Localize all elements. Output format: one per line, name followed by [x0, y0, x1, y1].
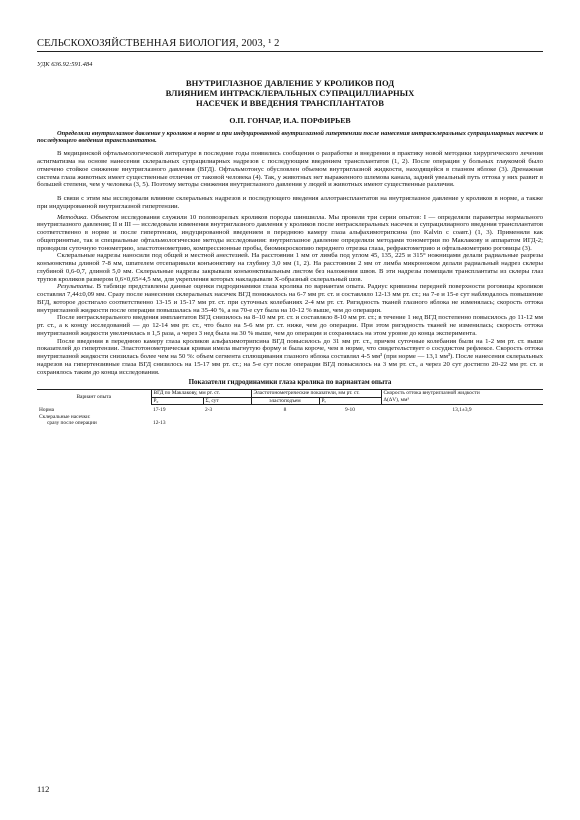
paragraph-implants: После интрасклерального введения имплантатов ВГД снизилось на 8–10 мм рт. ст. и составляло 8-10 мм рт. ст.; в течение 1 нед ВГД постепенно повысилось до 11-12 мм рт. ст., а к концу исследований — до 12-14 мм рт. ст., что было на 5-6 мм рт. ст. ниже, чем до операции. При этом ригидность тканей не изменилась; скорость оттока внутриглазной жидкости увеличилась в 1,5 раза, а через 3 нед была на 30 % выше, чем до операции и сохранялась на этом уровне до конца эксперимента. — [37, 314, 543, 337]
paragraph-methods — [37, 214, 543, 253]
row-pc: 9-10 — [345, 407, 355, 414]
header-pc: Pₒ — [319, 397, 381, 404]
title-line-2: ВЛИЯНИЕМ ИНТРАСКЛЕРАЛЬНЫХ СУПРАЦИЛЛИАРНЫХ — [165, 88, 415, 98]
paragraph-results — [37, 283, 543, 314]
title-line-1: ВНУТРИГЛАЗНОЕ ДАВЛЕНИЕ У КРОЛИКОВ ПОД — [185, 78, 395, 88]
row-flow — [381, 420, 543, 426]
paragraph-hypertension: После введения в переднюю камеру глаза кроликов альфахимотрипсина ВГД повысилось до 31 мм рт. ст., причем суточные колебания были на 1-2 мм рт. ст. выше показателей до гипертензии. Эластотонометрическая кривая имела выгнутую форму и была короче, чем в норме, что свидетельствует о сосудистом рефлексе. Скорость оттока внутриглазной жидкости снизилась более чем на 50 %: объем сегмента сплющивания глазного яблока составлял 4-5 мм³ (при норме — 13,1 мм³). После нанесения склеральных надрезов на гипертензивные глаза ВГД снизилось на 15-17 мм рт. ст.; на 5-е сут после операции ВГД повысилось на 3 мм рт. ст., а через 20 сут достигло 20-22 мм рт. ст. и сохранялось таким до конца исследования. — [37, 337, 543, 376]
header-elastopodem: эластоподъем — [251, 397, 319, 404]
paragraph-intro: В медицинской офтальмологической литературе в последние годы появились сообщения о разработке и внедрении в практику новой методики хирургического лечения астигматизма на основе нанесения склеральных супрацилиарных надрезов с последующим введением трансплантатов (1, 2). После операции у больных глаукомой было отмечено стойкое снижение внутриглазного давления (ВГД). Офтальмотонус обусловлен объемом внутриглазной жидкости, находящейся в глазном яблоке (3). Дренажная система глаза животных имеет существенные отличия от таковой человека (4). Так, у животных нет выраженного шлемова канала, задний увеальный путь оттока у них развит в большей степени, чем у человека (3, 5). Поэтому методы снижения внутриглазного давления у людей и животных имеют существенные различия. — [37, 150, 543, 189]
header-sut: Σ, сут — [203, 397, 251, 404]
header-vgd-group: ВГД по Маклакову, мм рт. ст. — [151, 390, 251, 397]
paragraph-procedure: Склеральные надрезы наносили под общей и местной анестезией. На расстоянии 1 мм от лимба под углом 45, 135, 225 и 315° ножницами делали радиальные разрезы конъюнктивы длиной 7-8 мм, шпателем отсепаривали конъюнктиву на глубину 3,0 мм (1, 2). На расстоянии 2 мм от лимба микроножом делали радиальный надрез склеры глубиной 0,6-0,7, длиной 5,0 мм. Склеральные надрезы закрывали конъюнктивальным листом без наложения швов. В эти надрезы помещали трансплантаты из склеры глаз трупов кроликов размером 0,6×0,65×4,5 мм, для укрепления которых накладывали Х-образный склеральный шов. — [37, 252, 543, 283]
article-abstract: Определяли внутриглазное давление у кроликов в норме и при индуцированной внутриглазной гипертензии после нанесения интрасклеральных супрацилиарных насечек и последующего введения трансплантатов. — [37, 130, 544, 145]
methods-text: Объектом исследования служили 10 половозрелых кроликов породы шиншилла. Мы провели три серии опытов: I — определяли параметры нормального внутриглазного давления; II и III — исследовали изменения внутриглазного давления у кроликов после интрасклеральных насечек и супрацилиарного введения трансплантатов соответственно в норме и после гипертензии, индуцированной введением в переднюю камеру глаза альфахимотрипсина (по Kalvin с соавт.) (1, 3). Применяли как общепринятые, так и специальные офтальмологические методы исследования: внутриглазное давление определяли методами тонометрии по Маклакову и аппаратом ИГД-2; проводили суточную тонометрию, эластотонометрию, компрессионные пробы, биомикроскопию переднего отрезка глаза, рефрактометрию и офтальмометрию роговицы (3). — [37, 213, 543, 252]
row-elastopodem: 8 — [283, 407, 287, 414]
table-row — [37, 420, 543, 426]
row-p0: 17-19 — [153, 407, 166, 414]
row-p0: 12-13 — [153, 419, 166, 426]
journal-header: СЕЛЬСКОХОЗЯЙСТВЕННАЯ БИОЛОГИЯ, 2003, ¹ 2 — [37, 38, 543, 52]
table-caption: Показатели гидродинамики глаза кролика по вариантам опыта — [188, 378, 392, 387]
header-elast-group: Эластотонометрические показатели, мм рт. ст. — [251, 390, 381, 397]
methods-label: Методика. — [57, 213, 89, 221]
header-flow-group: Скорость оттока внутриглазной жидкости — [381, 390, 543, 397]
udk-code: УДК 636.92:591.484 — [37, 61, 93, 68]
row-pc — [319, 420, 381, 426]
article-body — [37, 150, 543, 376]
article-page — [37, 38, 543, 426]
row-flow: 13,1±3,9 — [452, 407, 472, 414]
row-sut — [203, 420, 251, 426]
row-label: Склеральные насечки: — [39, 413, 91, 420]
row-label: Норма — [39, 407, 54, 414]
title-line-3: НАСЕЧЕК И ВВЕДЕНИЯ ТРАНСПЛАНТАТОВ — [196, 98, 384, 108]
article-title — [37, 78, 543, 108]
row-label: сразу после операции — [47, 419, 97, 426]
header-flow-unit: Δ(ΔV), мм³ — [381, 397, 543, 404]
hydrodynamics-table — [37, 389, 543, 426]
results-text: В таблице представлены данные оценки гидродинамики глаза кролика по вариантам опыта. Радиус кривизны передней поверхности роговицы кроликов составлял 7,44±0,09 мм. Сразу после нанесения склеральных насечек ВГД понижалось на 6-7 мм рт. ст. и составляло 12-13 мм рт. ст.; на 7-е и 15-е сут наблюдалось повышение ВГД, которое достигало соответственно 13-15 и 15-17 мм рт. ст. при суточных колебаниях 2-4 мм рт. ст. Ригидность тканей глазного яблока не изменялась; скорость оттока внутриглазной жидкости после операции повышалась на 35-40 %, а на 70-е сут была на 10-12 % выше, чем до операции. — [37, 283, 543, 314]
row-elastopodem — [251, 420, 319, 426]
page-number: 112 — [37, 784, 50, 794]
paragraph-aim: В связи с этим мы исследовали влияние склеральных надрезов и последующего введения аллотрансплантатов на внутриглазное давление у кроликов в норме, а также при индуцированной внутриглазной гипертензии. — [37, 195, 543, 210]
results-label: Результаты. — [57, 283, 95, 291]
row-sut: 2-3 — [205, 407, 213, 414]
header-variant: Вариант опыта — [76, 394, 112, 401]
article-authors: О.П. ГОНЧАР, И.А. ПОРФИРЬЕВ — [229, 116, 351, 125]
header-p0: P₀ — [151, 397, 203, 404]
